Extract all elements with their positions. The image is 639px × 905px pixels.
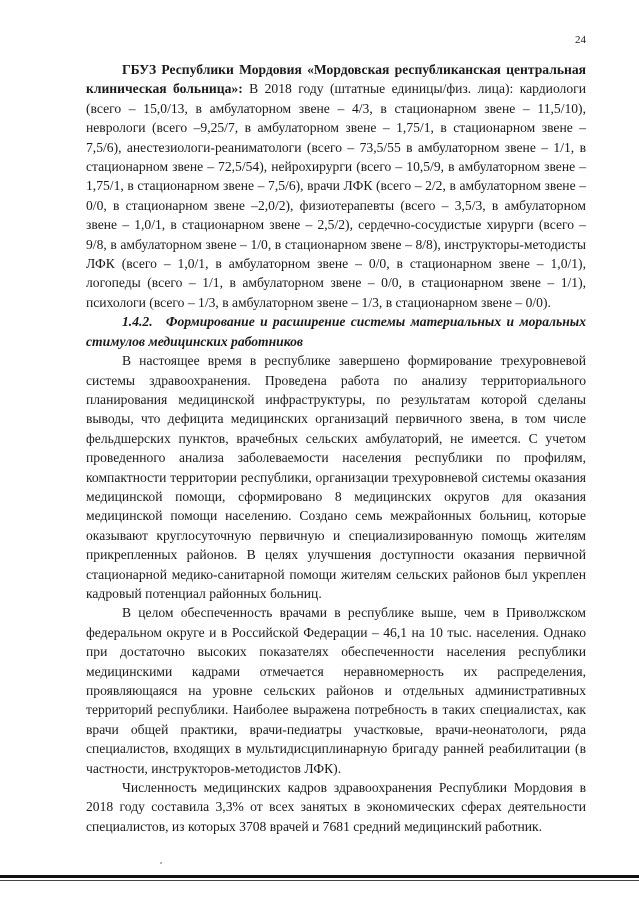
page-number: 24 xyxy=(575,34,586,46)
paragraph-workforce-share: Численность медицинских кадров здравоохранения Республики Мордовия в 2018 году составила 3,3% от всех занятых в экономических сферах деятельности специалистов, из которых 3708 врачей и 7681 средний медицинский работник. xyxy=(86,780,586,834)
staffing-text: В 2018 году (штатные единицы/физ. лица): кардиологи (всего – 15,0/13, в амбулаторном звене – 4/3, в стационарном звене – 11,5/10), неврологи (всего –9,25/7, в амбулаторном звене – 1,75/1, в стационарном звене – 7,5/6), анестезиологи-реаниматологи (всего – 73,5/55 в амбулаторном звене – 1/1, в стационарном звене – 72,5/54), нейрохирурги (всего – 10,5/9, в амбулаторном звене – 1,75/1, в стационарном звене – 7,5/6), врачи ЛФК (всего – 2/2, в амбулаторном звене – 0/0, в стационарном звене –2,0/2), физиотерапевты (всего – 3,5/3, в амбулаторном звене – 1,0/1, в стационарном звене – 2,5/2), сердечно-сосудистые хирурги (всего – 9/8, в амбулаторном звене – 1/0, в стационарном звене – 8/8), инструкторы-методисты ЛФК (всего – 1,0/1, в амбулаторном звене – 0/0, в стационарном звене – 1,0/1), логопеды (всего – 1/1, в амбулаторном звене – 0/0, в стационарном звене – 1/1), психологи (всего – 1/3, в амбулаторном звене – 1/3, в стационарном звене – 0/0). xyxy=(86,81,586,310)
section-heading xyxy=(86,312,586,351)
paragraph-doctor-supply: В целом обеспеченность врачами в республике выше, чем в Приволжском федеральном округе и в Российской Федерации – 46,1 на 10 тыс. населения. Однако при достаточно высоких показателях обеспеченности населения республики медицинскими кадрами отмечается неравномерность их распределения, проявляющаяся на уровне сельских районов и отдельных административных территорий республики. Наиболее выражена потребность в таких специалистах, как врачи общей практики, врачи-педиатры участковые, врачи-неонатологи, ряда специалистов, входящих в мультидисциплинарную бригаду ранней реабилитации (в частности, инструкторов-методистов ЛФК). xyxy=(86,605,586,776)
section-title: Формирование и расширение системы материальных и моральных стимулов медицинских работников xyxy=(86,314,586,349)
document-body xyxy=(86,60,586,836)
hospital-name: ГБУЗ Республики Мордовия «Мордовская республиканская центральная клиническая больница»: xyxy=(86,62,586,97)
scan-artifact xyxy=(160,862,162,864)
page-bottom-rule-thin xyxy=(0,880,639,881)
staffing-paragraph xyxy=(86,60,586,312)
page-bottom-rule xyxy=(0,875,639,878)
paragraph-system-formation: В настоящее время в республике завершено формирование трехуровневой системы здравоохранения. Проведена работа по анализу территориального планирования медицинской инфраструктуры, по результатам которой сделаны выводы, что дефицита медицинских организаций первичного звена, в том числе фельдшерских пунктов, врачебных сельских амбулаторий, не имеется. С учетом проведенного анализа заболеваемости населения республики по профилям, компактности территории республики, организации трехуровневой системы оказания медицинской помощи, сформировано 8 медицинских округов для оказания медицинской помощи населению. Создано семь межрайонных больниц, которые оказывают круглосуточную первичную и специализированную помощь жителям прикрепленных районов. В целях улучшения доступности оказания первичной стационарной медико-санитарной помощи жителям сельских районов был укреплен кадровый потенциал районных больниц. xyxy=(86,353,586,601)
section-number: 1.4.2. xyxy=(122,314,153,330)
